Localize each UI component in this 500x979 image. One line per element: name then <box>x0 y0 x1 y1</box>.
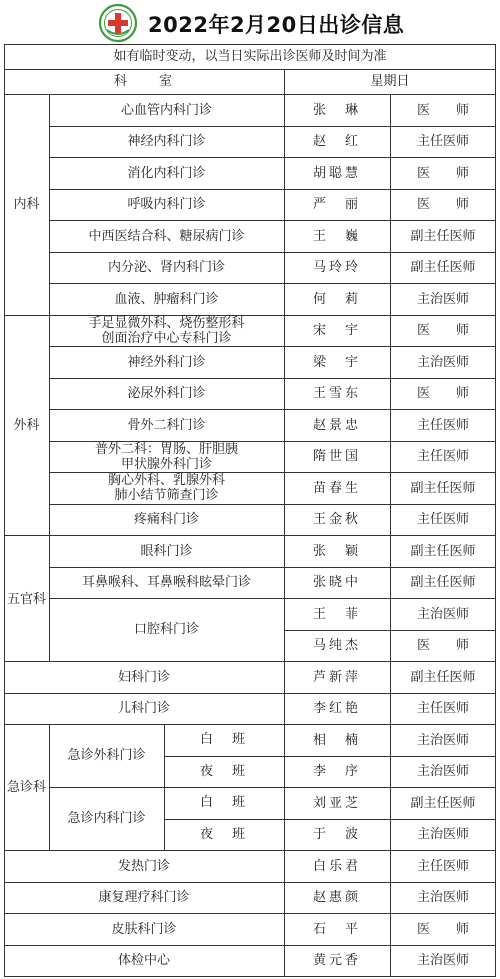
clinic-name: 心血管内科门诊 <box>120 102 212 118</box>
doctor-title: 医 师 <box>416 386 469 401</box>
shift-day-2: 白 班 <box>199 795 248 810</box>
doctor-title: 主任医师 <box>416 701 469 716</box>
shift-night-1: 夜 班 <box>199 763 248 779</box>
clinic-cell <box>49 346 284 378</box>
clinic-name: 内分泌、肾内科门诊 <box>107 260 225 275</box>
clinic-name: 普外二科：胃肠、肝胆胰 <box>94 441 238 457</box>
hospital-logo-icon <box>98 3 138 43</box>
doctor-title: 主治医师 <box>416 953 469 968</box>
doctor-name: 相 楠 <box>312 732 361 748</box>
doctor-name: 张 琳 <box>312 102 361 118</box>
notice-text: 如有临时变动，以当日实际出诊医师及时间为准 <box>113 49 387 64</box>
clinic-cell <box>49 252 284 283</box>
doctor-title: 副主任医师 <box>410 228 476 244</box>
clinic-name: 眼科门诊 <box>140 543 193 559</box>
clinic-cell <box>4 693 284 724</box>
doctor-title: 主任医师 <box>416 858 469 874</box>
header-day: 星期日 <box>370 74 410 89</box>
doctor-name: 王金秋 <box>312 512 361 527</box>
doctor-name: 梁 宇 <box>312 354 361 370</box>
group-emergency: 急诊科 <box>6 779 46 795</box>
schedule-table <box>4 44 496 977</box>
doctor-name: 何 莉 <box>312 291 361 307</box>
doctor-name: 马玲玲 <box>312 260 361 275</box>
doctor-title: 医 师 <box>416 921 469 937</box>
doctor-title: 主治医师 <box>416 732 469 748</box>
doctor-name: 张晓中 <box>312 575 361 590</box>
clinic-name-line2: 创面治疗中心专科门诊 <box>101 330 232 346</box>
doctor-title: 副主任医师 <box>410 480 476 496</box>
doctor-name: 黄元香 <box>312 953 361 968</box>
clinic-name-line2: 肺小结节筛查门诊 <box>114 488 219 503</box>
doctor-title: 主任医师 <box>416 449 469 464</box>
doctor-name: 石 平 <box>312 921 361 937</box>
clinic-name: 血液、肿瘤科门诊 <box>114 291 219 307</box>
doctor-name: 李红艳 <box>312 701 361 716</box>
clinic-name: 皮肤科门诊 <box>111 921 177 937</box>
header-dept: 科 室 <box>113 74 174 89</box>
clinic-cell <box>49 567 284 598</box>
clinic-name: 口腔科门诊 <box>133 622 199 637</box>
clinic-name: 中西医结合科、糖尿病门诊 <box>88 228 245 244</box>
clinic-name: 神经外科门诊 <box>127 354 206 370</box>
shift-day-1: 白 班 <box>199 732 248 747</box>
clinic-name-line2: 甲状腺外科门诊 <box>120 456 212 472</box>
clinic-name: 耳鼻喉科、耳鼻喉科眩晕门诊 <box>81 575 251 590</box>
clinic-cell <box>4 661 284 693</box>
doctor-title: 主治医师 <box>416 764 469 779</box>
clinic-cell <box>49 472 284 504</box>
clinic-name: 呼吸内科门诊 <box>127 197 206 212</box>
doctor-title: 医 师 <box>416 165 469 181</box>
doctor-title: 医 师 <box>416 323 469 338</box>
clinic-cell <box>49 504 284 535</box>
group-internal: 内科 <box>13 197 40 212</box>
doctor-title: 副主任医师 <box>410 575 476 590</box>
clinic-name: 神经内科门诊 <box>127 134 206 149</box>
doctor-name: 赵景忠 <box>312 417 361 433</box>
doctor-name: 芦新萍 <box>312 669 361 685</box>
clinic-cell <box>49 535 284 567</box>
doctor-name: 白乐君 <box>312 858 361 874</box>
emergency-internal-clinic: 急诊内科门诊 <box>67 811 146 826</box>
doctor-title: 主治医师 <box>416 291 469 307</box>
doctor-name: 严 丽 <box>312 197 361 212</box>
doctor-title: 主治医师 <box>416 354 469 370</box>
group-ent: 五官科 <box>6 591 46 607</box>
clinic-name: 儿科门诊 <box>117 701 170 716</box>
doctor-name: 刘亚芝 <box>312 795 361 811</box>
clinic-cell <box>49 378 284 409</box>
clinic-name: 发热门诊 <box>117 858 170 874</box>
clinic-name: 疼痛科门诊 <box>133 512 199 527</box>
doctor-title: 副主任医师 <box>410 260 476 275</box>
doctor-title: 主治医师 <box>416 606 469 622</box>
doctor-name: 赵 红 <box>312 134 361 149</box>
clinic-name: 骨外二科门诊 <box>127 417 206 433</box>
doctor-title: 副主任医师 <box>410 795 476 811</box>
header <box>0 0 500 44</box>
shift-night-2: 夜 班 <box>199 826 248 842</box>
clinic-cell <box>49 94 284 126</box>
doctor-title: 副主任医师 <box>410 543 476 559</box>
clinic-cell <box>49 189 284 220</box>
doctor-title: 主任医师 <box>416 134 469 149</box>
doctor-title: 主任医师 <box>416 417 469 433</box>
doctor-name: 王 菲 <box>312 606 361 622</box>
clinic-cell <box>4 882 284 913</box>
doctor-title: 主任医师 <box>416 512 469 527</box>
doctor-title: 主治医师 <box>416 890 469 905</box>
doctor-name: 胡聪慧 <box>312 165 361 181</box>
doctor-name: 马纯杰 <box>312 638 361 653</box>
doctor-name: 宋 宇 <box>312 323 361 338</box>
clinic-cell <box>49 315 284 346</box>
clinic-cell <box>49 126 284 157</box>
clinic-cell <box>49 409 284 441</box>
doctor-name: 李 序 <box>312 764 361 779</box>
emergency-surgery-clinic: 急诊外科门诊 <box>67 748 146 763</box>
clinic-cell <box>4 850 284 882</box>
page-title: 2022年2月20日出诊信息 <box>148 13 405 37</box>
clinic-name: 胸心外科、乳腺外科 <box>107 473 225 488</box>
doctor-name: 王雪东 <box>312 386 361 401</box>
clinic-name: 消化内科门诊 <box>127 165 206 181</box>
clinic-cell <box>49 157 284 189</box>
doctor-title: 医 师 <box>416 102 469 118</box>
clinic-cell <box>49 441 284 472</box>
clinic-cell <box>49 220 284 252</box>
doctor-title: 医 师 <box>416 638 469 653</box>
clinic-cell <box>49 283 284 315</box>
doctor-name: 张 颖 <box>312 543 361 559</box>
clinic-name: 泌尿外科门诊 <box>127 386 206 401</box>
doctor-name: 赵惠颜 <box>312 890 361 905</box>
group-surgery: 外科 <box>13 418 40 433</box>
clinic-name: 体检中心 <box>117 953 170 968</box>
doctor-title: 医 师 <box>416 197 469 212</box>
doctor-title: 主治医师 <box>416 827 469 842</box>
doctor-title: 副主任医师 <box>410 669 476 685</box>
doctor-name: 于 波 <box>312 827 361 842</box>
clinic-name: 康复理疗科门诊 <box>98 890 190 905</box>
clinic-cell <box>4 913 284 945</box>
clinic-name: 妇科门诊 <box>117 669 170 685</box>
clinic-cell <box>49 598 284 661</box>
clinic-cell <box>4 945 284 976</box>
doctor-name: 苗春生 <box>312 480 361 496</box>
clinic-name: 手足显微外科、烧伤整形科 <box>88 315 245 331</box>
doctor-name: 隋世国 <box>312 449 361 464</box>
doctor-name: 王 巍 <box>312 228 361 244</box>
